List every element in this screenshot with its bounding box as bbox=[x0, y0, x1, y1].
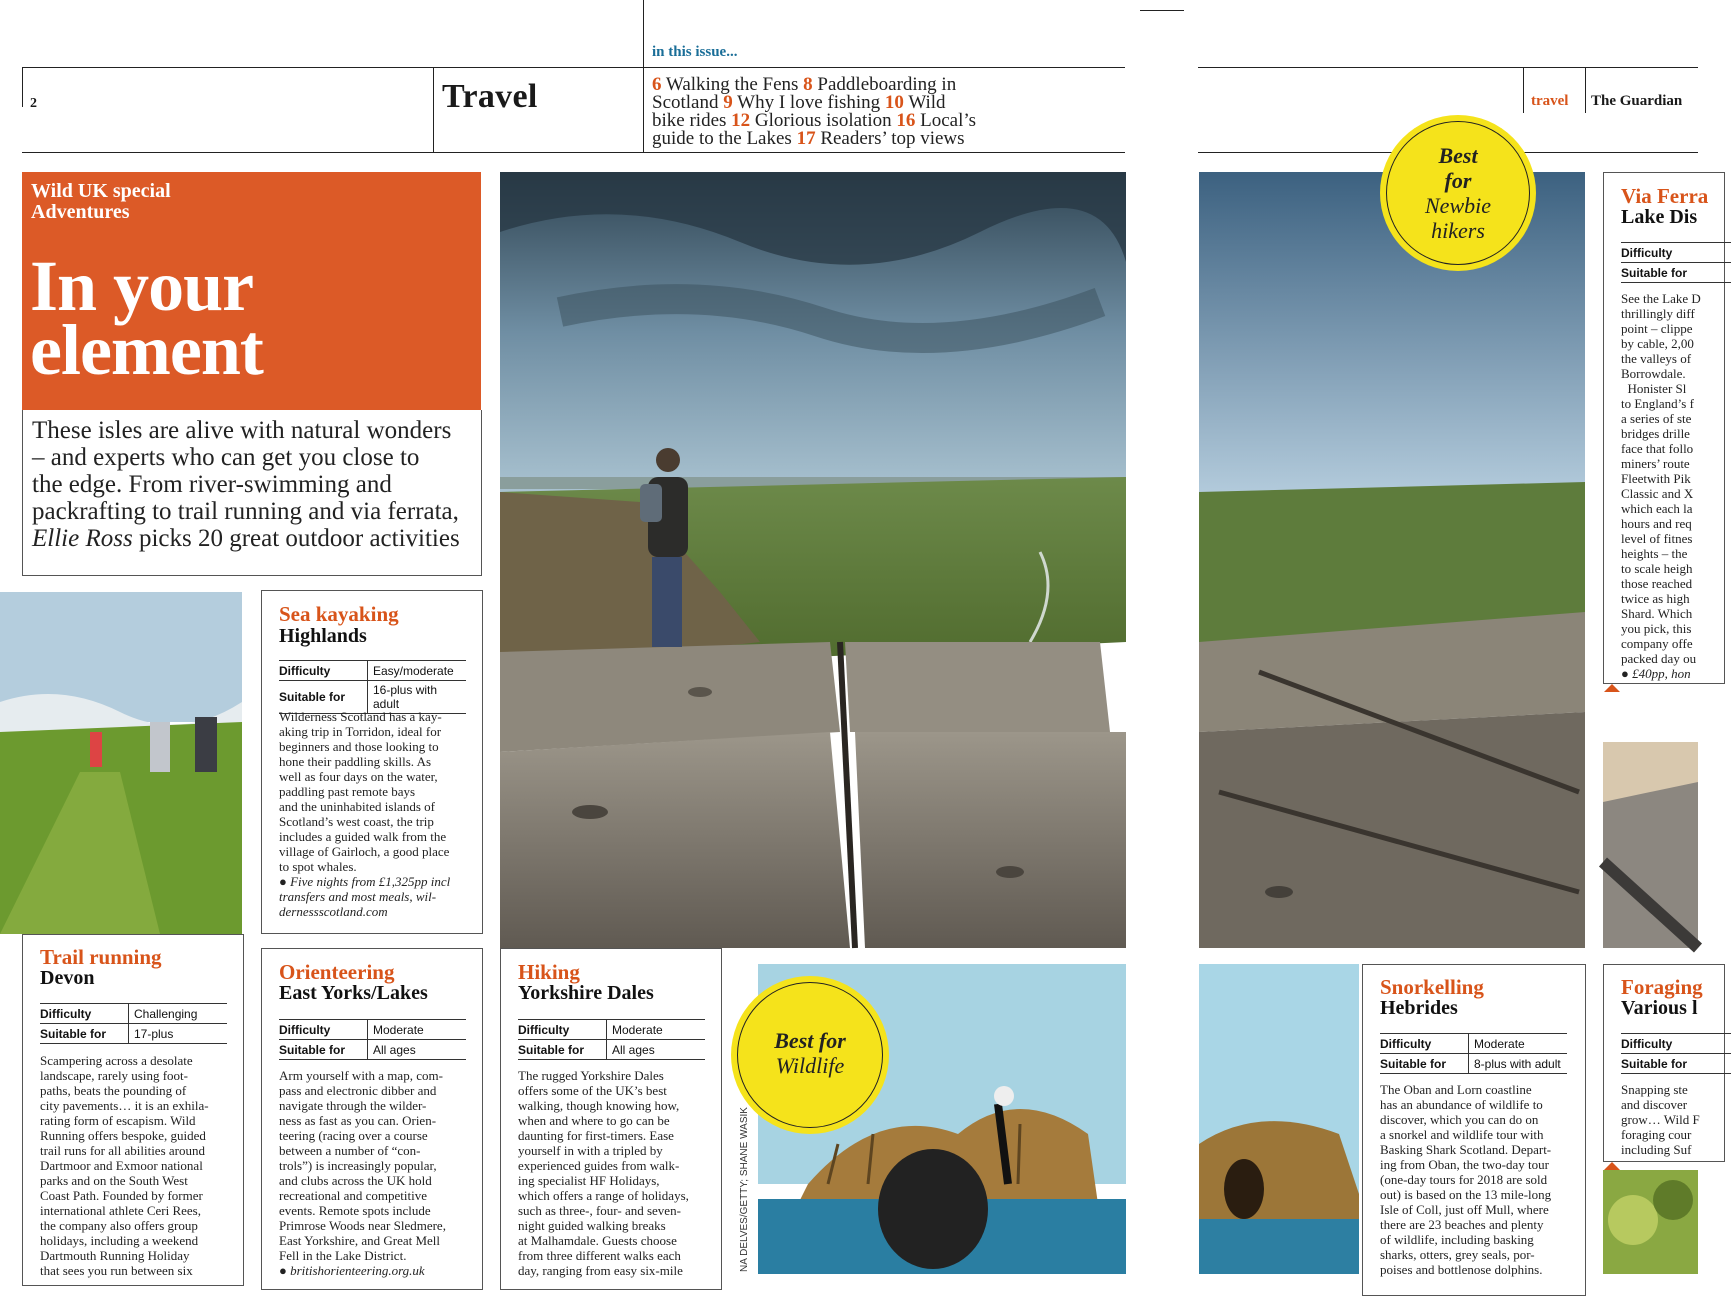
body-text bbox=[40, 1053, 240, 1278]
contents-page-number: 6 bbox=[652, 74, 662, 95]
contents-page-number: 8 bbox=[803, 74, 813, 95]
text-line: face that follo bbox=[1621, 441, 1694, 456]
text-line: walking, though knowing how, bbox=[518, 1098, 680, 1113]
text-line: yourself in with a tripled by bbox=[518, 1143, 663, 1158]
badge-line: Best for bbox=[774, 1028, 846, 1053]
text-line: miners’ route bbox=[1621, 456, 1690, 471]
text-line: between a number of “con- bbox=[279, 1143, 421, 1158]
contents-title: Why I love fishing bbox=[732, 92, 885, 113]
orienteering-box bbox=[261, 948, 483, 1290]
text-line: beginners and those looking to bbox=[279, 739, 439, 754]
facts-table bbox=[1621, 1033, 1731, 1074]
text-line: Dartmouth Running Holiday bbox=[40, 1248, 190, 1263]
activity-title: Orienteering bbox=[279, 960, 395, 984]
text-line: thrillingly diff bbox=[1621, 306, 1695, 321]
text-line: including Suf bbox=[1621, 1142, 1692, 1157]
text-line: ● Five nights from £1,325pp incl bbox=[279, 874, 451, 889]
text-line: and clubs across the UK hold bbox=[279, 1173, 432, 1188]
headline-line-1: In your bbox=[30, 246, 254, 326]
text-line: ● £40pp, hon bbox=[1621, 666, 1691, 681]
text-line: landscape, rarely using foot- bbox=[40, 1068, 189, 1083]
location-title: Highlands bbox=[279, 625, 367, 647]
right-header-divider-2 bbox=[1585, 67, 1586, 113]
standfirst bbox=[32, 417, 477, 552]
text-line: dernessscotland.com bbox=[279, 904, 388, 919]
contents-page-number: 10 bbox=[884, 92, 904, 113]
hiking-box bbox=[500, 948, 722, 1290]
text-line: Fleetwith Pik bbox=[1621, 471, 1691, 486]
contents-title: bike rides bbox=[652, 110, 732, 131]
text-line: Shard. Which bbox=[1621, 606, 1693, 621]
text-line: ing specialist HF Holidays, bbox=[518, 1173, 660, 1188]
activity-title: Sea kayaking bbox=[279, 602, 399, 626]
difficulty-label: Difficulty bbox=[279, 661, 368, 681]
text-line: poises and bottlenose dolphins. bbox=[1380, 1262, 1543, 1277]
via-ferrata-photo bbox=[1603, 742, 1698, 948]
text-line: village of Gairloch, a good place bbox=[279, 844, 450, 859]
text-line: at Malhamdale. Guests choose bbox=[518, 1233, 677, 1248]
text-line: Arm yourself with a map, com- bbox=[279, 1068, 443, 1083]
corner-marker bbox=[1604, 1162, 1620, 1170]
text-line: that sees you run between six bbox=[40, 1263, 193, 1278]
text-line: East Yorkshire, and Great Mell bbox=[279, 1233, 441, 1248]
text-line: Scotland’s west coast, the trip bbox=[279, 814, 434, 829]
text-line: holidays, including a weekend bbox=[40, 1233, 199, 1248]
header-top-rule bbox=[22, 67, 1125, 68]
kicker bbox=[31, 181, 171, 223]
contents-line bbox=[652, 130, 982, 148]
text-line: Basking Shark Scotland. Depart- bbox=[1380, 1142, 1552, 1157]
text-line: level of fitnes bbox=[1621, 531, 1693, 546]
text-line: heights – the bbox=[1621, 546, 1688, 561]
location-title: Hebrides bbox=[1380, 997, 1458, 1019]
body-text bbox=[518, 1068, 718, 1278]
trail-photo-graphic bbox=[0, 592, 242, 934]
text-line: such as three-, four- and seven- bbox=[518, 1203, 681, 1218]
body-text bbox=[1621, 291, 1731, 666]
foraging-box bbox=[1603, 964, 1725, 1162]
badge-text bbox=[731, 1028, 889, 1078]
text-line: navigate through the wilder- bbox=[279, 1098, 427, 1113]
activity-title: Trail running bbox=[40, 945, 162, 969]
difficulty-label: Difficulty bbox=[1380, 1034, 1469, 1054]
photo-credit: NA DELVES/GETTY; SHANE WASIK bbox=[739, 1107, 750, 1272]
right-header-top-rule bbox=[1198, 67, 1698, 68]
text-line: the company also offers group bbox=[40, 1218, 198, 1233]
text-line: paddling past remote bays bbox=[279, 784, 416, 799]
contents-title: Local’s bbox=[915, 110, 977, 131]
text-line: Isle of Coll, just off Mull, where bbox=[1380, 1202, 1549, 1217]
sea-kayaking-box bbox=[261, 590, 483, 934]
contents-title: Wild bbox=[903, 92, 946, 113]
text-line: Coast Path. Founded by former bbox=[40, 1188, 203, 1203]
info-text bbox=[279, 874, 479, 919]
text-line: those reached bbox=[1621, 576, 1693, 591]
headline-line-2: element bbox=[30, 310, 263, 390]
contents-page-number: 16 bbox=[896, 110, 916, 131]
text-line: well as four days on the water, bbox=[279, 769, 438, 784]
main-photo bbox=[500, 172, 1126, 948]
suitable-value: All ages bbox=[607, 1040, 706, 1060]
text-line: grow… Wild F bbox=[1621, 1112, 1700, 1127]
suitable-label: Suitable for bbox=[40, 1024, 129, 1044]
text-line: Classic and X bbox=[1621, 486, 1694, 501]
suitable-value: 8-plus with adult bbox=[1469, 1054, 1568, 1074]
text-line: to scale heigh bbox=[1621, 561, 1693, 576]
text-line: city pavements… it is an exhila- bbox=[40, 1098, 209, 1113]
masthead: The Guardian bbox=[1591, 93, 1683, 109]
via-photo-graphic bbox=[1603, 742, 1698, 948]
facts-table bbox=[1621, 242, 1731, 283]
text-line: a snorkel and wildlife tour with bbox=[1380, 1127, 1544, 1142]
badge-newbie-hikers bbox=[1380, 115, 1536, 271]
body-text bbox=[1621, 1082, 1731, 1157]
text-line: Snapping ste bbox=[1621, 1082, 1688, 1097]
standfirst-line: the edge. From river-swimming and bbox=[32, 471, 392, 498]
text-line: events. Remote spots include bbox=[279, 1203, 431, 1218]
text-line: point – clippe bbox=[1621, 321, 1693, 336]
activity-title: Via Ferra bbox=[1621, 184, 1709, 208]
contents-title: Glorious isolation bbox=[750, 110, 897, 131]
header-tick bbox=[1140, 10, 1184, 11]
location-title: Yorkshire Dales bbox=[518, 982, 654, 1004]
text-line: Running offers bespoke, guided bbox=[40, 1128, 206, 1143]
badge-line: for bbox=[1444, 168, 1472, 193]
text-line: has an abundance of wildlife to bbox=[1380, 1097, 1543, 1112]
text-line: which each la bbox=[1621, 501, 1693, 516]
text-line: bridges drille bbox=[1621, 426, 1690, 441]
main-photo-graphic bbox=[500, 172, 1126, 948]
headline bbox=[30, 246, 263, 390]
text-line: discover, which you can do on bbox=[1380, 1112, 1539, 1127]
text-line: transfers and most meals, wil- bbox=[279, 889, 437, 904]
text-line: Borrowdale. bbox=[1621, 366, 1686, 381]
standfirst-line: – and experts who can get you close to bbox=[32, 444, 420, 471]
info-text bbox=[279, 1263, 479, 1278]
foraging-photo bbox=[1603, 1170, 1698, 1274]
text-line: paths, beats the pounding of bbox=[40, 1083, 187, 1098]
text-line: you pick, this bbox=[1621, 621, 1692, 636]
text-line: See the Lake D bbox=[1621, 291, 1701, 306]
text-line: a series of ste bbox=[1621, 411, 1692, 426]
text-line: The rugged Yorkshire Dales bbox=[518, 1068, 664, 1083]
standfirst-box bbox=[22, 410, 482, 576]
text-line: (one-day tours for 2018 are sold bbox=[1380, 1172, 1548, 1187]
in-this-issue-label: in this issue... bbox=[652, 44, 738, 60]
right-photo bbox=[1199, 172, 1585, 948]
activity-title: Snorkelling bbox=[1380, 975, 1484, 999]
difficulty-label: Difficulty bbox=[1621, 243, 1731, 263]
contents-title: Walking the Fens bbox=[661, 74, 804, 95]
text-line: aking trip in Torridon, ideal for bbox=[279, 724, 442, 739]
facts-table bbox=[1380, 1033, 1567, 1074]
header-divider bbox=[643, 0, 644, 152]
contents-page-number: 9 bbox=[723, 92, 733, 113]
text-line: parks and on the South West bbox=[40, 1173, 188, 1188]
text-line: when and where to go can be bbox=[518, 1113, 670, 1128]
contents-page-number: 12 bbox=[731, 110, 751, 131]
body-text bbox=[279, 1068, 479, 1263]
kicker-line-1: Wild UK special bbox=[31, 180, 171, 202]
text-line: ● britishorienteering.org.uk bbox=[279, 1263, 425, 1278]
text-line: rating form of escapism. Wild bbox=[40, 1113, 196, 1128]
text-line: packed day ou bbox=[1621, 651, 1697, 666]
suitable-value: All ages bbox=[368, 1040, 467, 1060]
standfirst-line: These isles are alive with natural wonders bbox=[32, 417, 452, 444]
text-line: day, ranging from easy six-mile bbox=[518, 1263, 683, 1278]
text-line: The Oban and Lorn coastline bbox=[1380, 1082, 1532, 1097]
text-line: recreational and competitive bbox=[279, 1188, 427, 1203]
text-line: by cable, 2,00 bbox=[1621, 336, 1694, 351]
text-line: foraging cour bbox=[1621, 1127, 1692, 1142]
text-line: out) is based on the 13 mile-long bbox=[1380, 1187, 1552, 1202]
contents-title: Paddleboarding in bbox=[812, 74, 957, 95]
corner-marker bbox=[1604, 684, 1620, 692]
location-title: Various l bbox=[1621, 997, 1698, 1019]
activity-title: Hiking bbox=[518, 960, 580, 984]
activity-title: Foraging bbox=[1621, 975, 1703, 999]
facts-table bbox=[279, 1019, 466, 1060]
suitable-label: Suitable for bbox=[279, 681, 368, 714]
text-line: twice as high bbox=[1621, 591, 1690, 606]
right-section-label: travel bbox=[1531, 93, 1569, 109]
header-bottom-rule bbox=[22, 152, 1125, 153]
text-line: there are 23 beaches and plenty bbox=[1380, 1217, 1544, 1232]
forage-photo-graphic bbox=[1603, 1170, 1698, 1274]
right-header-divider-1 bbox=[1523, 67, 1524, 113]
text-line: Dartmoor and Exmoor national bbox=[40, 1158, 203, 1173]
staffa-photo bbox=[1199, 964, 1359, 1274]
difficulty-value: Challenging bbox=[129, 1004, 228, 1024]
text-line: includes a guided walk from the bbox=[279, 829, 447, 844]
info-text bbox=[1621, 666, 1731, 681]
right-photo-graphic bbox=[1199, 172, 1585, 948]
suitable-label: Suitable for bbox=[1621, 1054, 1731, 1074]
difficulty-label: Difficulty bbox=[1621, 1034, 1731, 1054]
standfirst-line bbox=[32, 525, 477, 552]
text-line: company offe bbox=[1621, 636, 1693, 651]
text-line: offers some of the UK’s best bbox=[518, 1083, 667, 1098]
text-line: ing from Oban, the two-day tour bbox=[1380, 1157, 1549, 1172]
text-line: Honister Sl bbox=[1621, 381, 1687, 396]
text-line: which offers a range of holidays, bbox=[518, 1188, 689, 1203]
text-line: to spot whales. bbox=[279, 859, 357, 874]
standfirst-end: picks 20 great outdoor activities bbox=[132, 525, 460, 552]
contents-title: Readers’ top views bbox=[815, 128, 965, 149]
location-title: Devon bbox=[40, 967, 95, 989]
standfirst-line: packrafting to trail running and via ferrata, bbox=[32, 498, 459, 525]
text-line: pass and electronic dibber and bbox=[279, 1083, 437, 1098]
location-title: East Yorks/Lakes bbox=[279, 982, 428, 1004]
contents-title: Scotland bbox=[652, 92, 724, 113]
difficulty-value: Easy/moderate bbox=[368, 661, 467, 681]
difficulty-label: Difficulty bbox=[279, 1020, 368, 1040]
text-line: Fell in the Lake District. bbox=[279, 1248, 407, 1263]
text-line: trols”) is increasingly popular, bbox=[279, 1158, 437, 1173]
difficulty-label: Difficulty bbox=[518, 1020, 607, 1040]
text-line: sharks, otters, grey seals, por- bbox=[1380, 1247, 1535, 1262]
hero-panel bbox=[22, 172, 481, 410]
page-number: 2 bbox=[30, 96, 37, 111]
badge-line: Wildlife bbox=[775, 1053, 845, 1078]
location-title: Lake Dis bbox=[1621, 206, 1698, 228]
suitable-value: 16-plus with adult bbox=[368, 681, 467, 714]
section-title: Travel bbox=[442, 78, 538, 115]
staffa-photo-graphic bbox=[1199, 964, 1359, 1274]
header-left-tick bbox=[22, 67, 23, 107]
text-line: daunting for first-timers. Ease bbox=[518, 1128, 674, 1143]
suitable-label: Suitable for bbox=[279, 1040, 368, 1060]
text-line: Primrose Woods near Sledmere, bbox=[279, 1218, 446, 1233]
kicker-line-2: Adventures bbox=[31, 201, 130, 223]
issue-contents bbox=[652, 76, 982, 148]
text-line: the valleys of bbox=[1621, 351, 1692, 366]
difficulty-value: Moderate bbox=[607, 1020, 706, 1040]
text-line: trail runs for all abilities around bbox=[40, 1143, 205, 1158]
text-line: Wilderness Scotland has a kay- bbox=[279, 709, 442, 724]
facts-table bbox=[518, 1019, 705, 1060]
text-line: ness as fast as you can. Orien- bbox=[279, 1113, 437, 1128]
text-line: hone their paddling skills. As bbox=[279, 754, 432, 769]
difficulty-value: Moderate bbox=[368, 1020, 467, 1040]
text-line: experienced guides from walk- bbox=[518, 1158, 680, 1173]
suitable-label: Suitable for bbox=[518, 1040, 607, 1060]
text-line: teering (racing over a course bbox=[279, 1128, 428, 1143]
text-line: of wildlife, including basking bbox=[1380, 1232, 1534, 1247]
badge-wildlife bbox=[731, 976, 889, 1134]
body-text bbox=[1380, 1082, 1580, 1277]
contents-title: guide to the Lakes bbox=[652, 128, 797, 149]
badge-line: hikers bbox=[1431, 218, 1485, 243]
difficulty-label: Difficulty bbox=[40, 1004, 129, 1024]
via-ferrata-box bbox=[1603, 172, 1725, 684]
body-text bbox=[279, 709, 479, 874]
text-line: Scampering across a desolate bbox=[40, 1053, 193, 1068]
author-name: Ellie Ross bbox=[32, 525, 133, 552]
snorkelling-box bbox=[1362, 964, 1586, 1296]
facts-table bbox=[40, 1003, 227, 1044]
text-line: and the uninhabited islands of bbox=[279, 799, 435, 814]
text-line: night guided walking breaks bbox=[518, 1218, 666, 1233]
text-line: international athlete Ceri Rees, bbox=[40, 1203, 201, 1218]
suitable-label: Suitable for bbox=[1621, 263, 1731, 283]
header-section-divider bbox=[433, 67, 434, 152]
suitable-label: Suitable for bbox=[1380, 1054, 1469, 1074]
facts-table bbox=[279, 660, 466, 714]
trail-running-photo bbox=[0, 592, 242, 934]
badge-line: Best bbox=[1438, 143, 1478, 168]
badge-text bbox=[1380, 143, 1536, 243]
trail-running-box bbox=[22, 934, 244, 1286]
text-line: hours and req bbox=[1621, 516, 1692, 531]
text-line: and discover bbox=[1621, 1097, 1688, 1112]
text-line: from three different walks each bbox=[518, 1248, 681, 1263]
text-line: to England’s f bbox=[1621, 396, 1694, 411]
badge-line: Newbie bbox=[1425, 193, 1491, 218]
contents-page-number: 17 bbox=[796, 128, 816, 149]
suitable-value: 17-plus bbox=[129, 1024, 228, 1044]
difficulty-value: Moderate bbox=[1469, 1034, 1568, 1054]
